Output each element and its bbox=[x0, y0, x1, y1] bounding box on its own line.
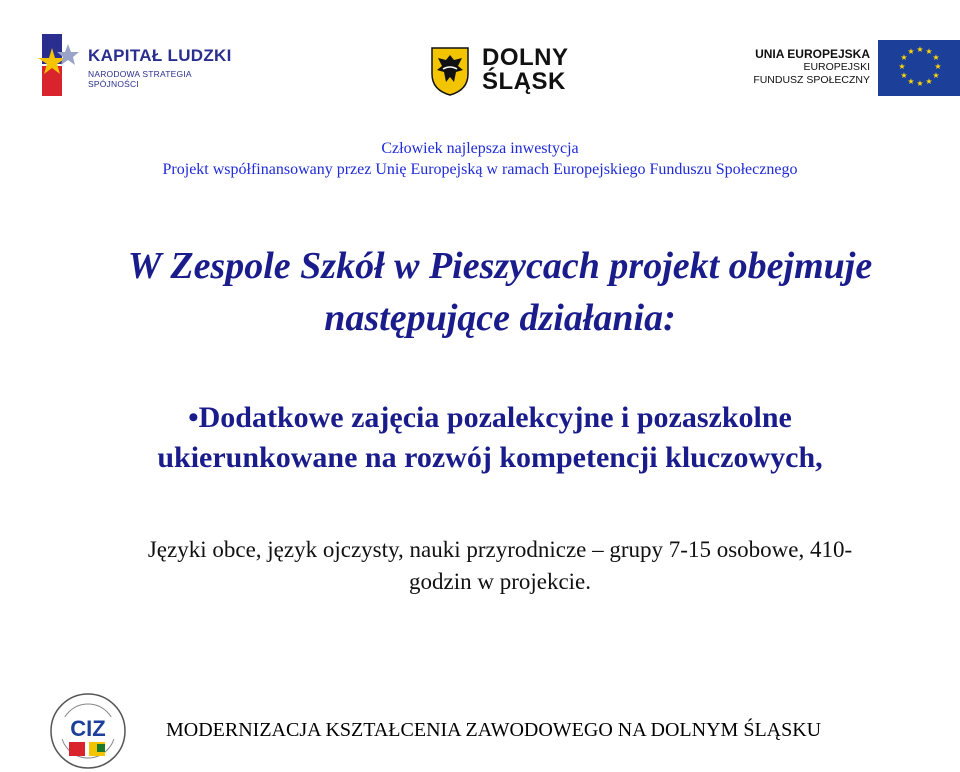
eu-line2: EUROPEJSKI bbox=[803, 61, 870, 73]
svg-text:★: ★ bbox=[900, 71, 908, 80]
dolny-slask-line1: DOLNY bbox=[482, 44, 569, 71]
svg-text:★: ★ bbox=[925, 77, 933, 86]
eu-flag-icon bbox=[878, 40, 960, 96]
kapital-ludzki-logo bbox=[38, 34, 238, 96]
svg-text:★: ★ bbox=[916, 45, 924, 54]
svg-text:★: ★ bbox=[907, 47, 915, 56]
bullet-line2: ukierunkowane na rozwój kompetencji kluczowych, bbox=[157, 441, 823, 474]
activity-details bbox=[40, 534, 960, 598]
kapital-ludzki-mark-icon bbox=[38, 34, 82, 96]
ciz-text: CIZ bbox=[70, 716, 106, 741]
dolny-slask-logo bbox=[430, 46, 590, 98]
ciz-logo-icon bbox=[45, 692, 131, 770]
eu-line1: UNIA EUROPEJSKA bbox=[755, 47, 870, 61]
dolny-slask-line2: ŚLĄSK bbox=[482, 68, 566, 95]
details-line1: Języki obce, język ojczysty, nauki przyrodnicze – grupy 7-15 osobowe, 410- bbox=[147, 537, 853, 562]
eagle-shield-icon bbox=[430, 46, 470, 96]
svg-text:★: ★ bbox=[932, 53, 940, 62]
slogan: Człowiek najlepsza inwestycja bbox=[381, 140, 579, 157]
svg-text:★: ★ bbox=[907, 77, 915, 86]
title-line2: następujące działania: bbox=[324, 297, 676, 339]
svg-text:★: ★ bbox=[934, 62, 942, 71]
details-line2: godzin w projekcie. bbox=[408, 569, 592, 594]
cofinancing-note: Projekt współfinansowany przez Unię Europejską w ramach Europejskiego Funduszu Społecznego bbox=[162, 161, 798, 178]
svg-text:★: ★ bbox=[932, 71, 940, 80]
svg-text:★: ★ bbox=[925, 47, 933, 56]
kapital-ludzki-subtitle: NARODOWA STRATEGIA SPÓJNOŚCI bbox=[88, 69, 192, 89]
title-line1: W Zespole Szkół w Pieszycach projekt obejmuje bbox=[127, 245, 873, 287]
eu-logo bbox=[742, 40, 960, 98]
svg-text:★: ★ bbox=[898, 62, 906, 71]
kapital-ludzki-title: KAPITAŁ LUDZKI bbox=[88, 46, 232, 65]
svg-text:★: ★ bbox=[900, 53, 908, 62]
eu-line3: FUNDUSZ SPOŁECZNY bbox=[753, 74, 870, 86]
svg-text:★: ★ bbox=[916, 79, 924, 88]
page-title bbox=[40, 240, 960, 344]
footer-text: MODERNIZACJA KSZTAŁCENIA ZAWODOWEGO NA DOLNYM ŚLĄSKU bbox=[166, 719, 822, 741]
activity-bullet bbox=[60, 398, 920, 478]
bullet-line1: •Dodatkowe zajęcia pozalekcyjne i pozaszkolne bbox=[188, 401, 792, 434]
